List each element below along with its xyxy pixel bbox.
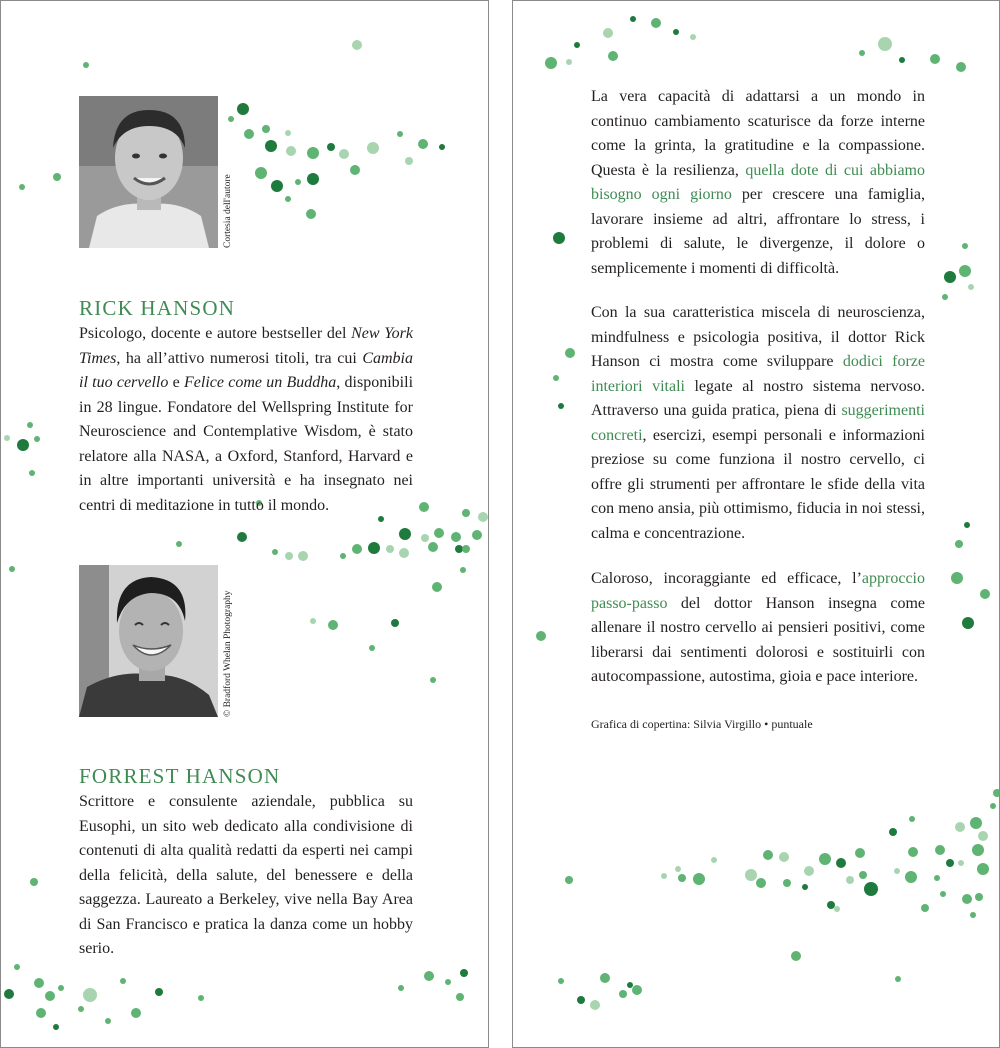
decorative-dot [935,845,945,855]
decorative-dot [964,522,970,528]
decorative-dot [262,125,270,133]
decorative-dot [745,869,757,881]
decorative-dot [237,532,247,542]
decorative-dot [970,912,976,918]
rick-hanson-bio: Psicologo, docente e autore bestseller del New York Times, ha all’attivo numerosi titoli, tra cui Cambia il tuo cervello e Felice come un Buddha, disponibili in 28 lingue. Fondatore del Wellspring Institute for Neuroscience and Contemplative Wisdom, è stato relatore alla NASA, a Oxford, Stanford, Harvard e in altre importanti università e ha insegnato nei centri di meditazione in tutto il mondo. [79,325,414,514]
decorative-dot [352,544,362,554]
decorative-dot [946,859,954,867]
decorative-dot [827,901,835,909]
decorative-dot [846,876,854,884]
decorative-dot [255,167,267,179]
decorative-dot [58,985,64,991]
decorative-dot [834,906,840,912]
decorative-dot [340,553,346,559]
decorative-dot [298,551,308,561]
decorative-dot [968,284,974,290]
decorative-dot [451,532,461,542]
decorative-dot [553,375,559,381]
decorative-dot [271,180,283,192]
decorative-dot [627,982,633,988]
decorative-dot [819,853,831,865]
decorative-dot [955,822,965,832]
decorative-dot [462,509,470,517]
decorative-dot [78,1006,84,1012]
rick-hanson-photo [79,96,218,248]
decorative-dot [894,868,900,874]
decorative-dot [306,209,316,219]
decorative-dot [460,567,466,573]
decorative-dot [558,403,564,409]
decorative-dot [756,878,766,888]
decorative-dot [962,243,968,249]
decorative-dot [574,42,580,48]
decorative-dot [244,129,254,139]
decorative-dot [608,51,618,61]
decorative-dot [105,1018,111,1024]
decorative-dot [237,103,249,115]
decorative-dot [899,57,905,63]
decorative-dot [783,879,791,887]
decorative-dot [120,978,126,984]
decorative-dot [972,844,984,856]
decorative-dot [545,57,557,69]
decorative-dot [418,139,428,149]
decorative-dot [944,271,956,283]
decorative-dot [83,62,89,68]
decorative-dot [779,852,789,862]
decorative-dot [472,530,482,540]
decorative-dot [566,59,572,65]
decorative-dot [327,143,335,151]
decorative-dot [405,157,413,165]
blurb-paragraph-3: Caloroso, incoraggiante ed efficace, l’approccio passo-passo del dottor Hanson insegna come allenare il nostro cervello ai pensieri positivi, come liberarsi dai sentimenti dolorosi e sostituirli con autocompassione, autostima, gioia e pace interiore. [591,570,925,685]
decorative-dot [176,541,182,547]
rick-photo-credit: Cortesia dell'autore [223,174,233,248]
decorative-dot [14,964,20,970]
decorative-dot [855,848,865,858]
decorative-dot [424,971,434,981]
decorative-dot [934,875,940,881]
decorative-dot [978,831,988,841]
decorative-dot [673,29,679,35]
decorative-dot [763,850,773,860]
decorative-dot [962,894,972,904]
decorative-dot [980,589,990,599]
decorative-dot [859,871,867,879]
decorative-dot [228,116,234,122]
rick-hanson-name: RICK HANSON [79,296,236,320]
decorative-dot [34,978,44,988]
decorative-dot [310,618,316,624]
decorative-dot [421,534,429,542]
decorative-dot [955,540,963,548]
decorative-dot [878,37,892,51]
decorative-dot [905,871,917,883]
forrest-hanson-photo [79,565,218,717]
decorative-dot [285,552,293,560]
decorative-dot [959,265,971,277]
decorative-dot [930,54,940,64]
decorative-dot [368,542,380,554]
decorative-dot [53,173,61,181]
decorative-dot [399,528,411,540]
decorative-dot [398,985,404,991]
blurb-paragraph-1: La vera capacità di adattarsi a un mondo in continuo cambiamento scaturisce da forze interne come la grinta, la gratitudine e la compassione. Questa è la resilienza, quella dote di cui abbiamo bisogno ogni giorno per crescere una famiglia, lavorare insieme ad altri, affrontare lo stress, i problemi di salute, le divergenze, il dolore o semplicemente i momenti di difficoltà. [591,88,926,277]
decorative-dot [34,436,40,442]
decorative-dot [386,545,394,553]
decorative-dot [45,991,55,1001]
decorative-dot [83,988,97,1002]
decorative-dot [397,131,403,137]
decorative-dot [558,978,564,984]
decorative-dot [460,969,468,977]
decorative-dot [693,873,705,885]
decorative-dot [956,62,966,72]
decorative-dot [553,232,565,244]
decorative-dot [836,858,846,868]
decorative-dot [909,816,915,822]
decorative-dot [439,144,445,150]
decorative-dot [590,1000,600,1010]
decorative-dot [29,470,35,476]
decorative-dot [350,165,360,175]
decorative-dot [565,348,575,358]
decorative-dot [678,874,686,882]
decorative-dot [432,582,442,592]
decorative-dot [265,140,277,152]
decorative-dot [369,645,375,651]
decorative-dot [619,990,627,998]
decorative-dot [577,996,585,1004]
decorative-dot [970,817,982,829]
decorative-dot [962,617,974,629]
decorative-dot [791,951,801,961]
forrest-photo-credit: © Bradford Whelan Photography [223,590,233,717]
forrest-hanson-bio: Scrittore e consulente aziendale, pubblica su Eusophi, un sito web dedicato alla condivisione di contenuti di alta qualità redatti da esperti nei campi della felicità, della salute, del benessere e della saggezza. Laureato a Berkeley, vive nella Bay Area di San Francisco e pratica la danza come un hobby serio. [79,793,413,957]
decorative-dot [419,502,429,512]
decorative-dot [895,976,901,982]
decorative-dot [456,993,464,1001]
decorative-dot [908,847,918,857]
decorative-dot [307,173,319,185]
left-flap [0,0,489,1048]
decorative-dot [651,18,661,28]
decorative-dot [4,989,14,999]
right-flap [512,0,1000,1048]
decorative-dot [9,566,15,572]
decorative-dot [600,973,610,983]
decorative-dot [603,28,613,38]
decorative-dot [285,130,291,136]
decorative-dot [445,979,451,985]
decorative-dot [352,40,362,50]
decorative-dot [993,789,999,797]
decorative-dot [391,619,399,627]
blurb-paragraph-2: Con la sua caratteristica miscela di neuroscienza, mindfulness e psicologia positiva, il dottor Rick Hanson ci mostra come sviluppare dodici forze interiori vitali legate al nostro sistema nervoso. Attraverso una guida pratica, piena di suggerimenti concreti, esercizi, esempi personali e informazioni preziose su come funziona il nostro cervello, ci offre gli strumenti per affrontare le sfide della vita con meno ansia, più ottimismo, fiducia in noi stessi, calma e concentrazione. [591,304,925,542]
decorative-dot [942,294,948,300]
forrest-hanson-name: FORREST HANSON [79,764,281,788]
decorative-dot [434,528,444,538]
decorative-dot [975,893,983,901]
decorative-dot [286,146,296,156]
decorative-dot [711,857,717,863]
decorative-dot [804,866,814,876]
decorative-dot [889,828,897,836]
decorative-dot [921,904,929,912]
decorative-dot [802,884,808,890]
decorative-dot [690,34,696,40]
decorative-dot [430,677,436,683]
decorative-dot [367,142,379,154]
decorative-dot [864,882,878,896]
decorative-dot [462,545,470,553]
decorative-dot [285,196,291,202]
decorative-dot [36,1008,46,1018]
decorative-dot [4,435,10,441]
decorative-dot [565,876,573,884]
decorative-dot [339,149,349,159]
decorative-dot [328,620,338,630]
decorative-dot [630,16,636,22]
decorative-dot [307,147,319,159]
decorative-dot [977,863,989,875]
decorative-dot [27,422,33,428]
decorative-dot [131,1008,141,1018]
decorative-dot [859,50,865,56]
decorative-dot [940,891,946,897]
decorative-dot [198,995,204,1001]
decorative-dot [399,548,409,558]
decorative-dot [53,1024,59,1030]
decorative-dot [632,985,642,995]
decorative-dot [272,549,278,555]
decorative-dot [951,572,963,584]
flap-gap [489,0,511,1048]
decorative-dot [295,179,301,185]
decorative-dot [17,439,29,451]
decorative-dot [428,542,438,552]
decorative-dot [455,545,463,553]
decorative-dot [30,878,38,886]
decorative-dot [958,860,964,866]
cover-design-credit: Grafica di copertina: Silvia Virgillo • puntuale [591,717,813,731]
decorative-dot [536,631,546,641]
decorative-dot [19,184,25,190]
decorative-dot [661,873,667,879]
decorative-dot [675,866,681,872]
decorative-dot [155,988,163,996]
decorative-dot [478,512,488,522]
decorative-dot [990,803,996,809]
